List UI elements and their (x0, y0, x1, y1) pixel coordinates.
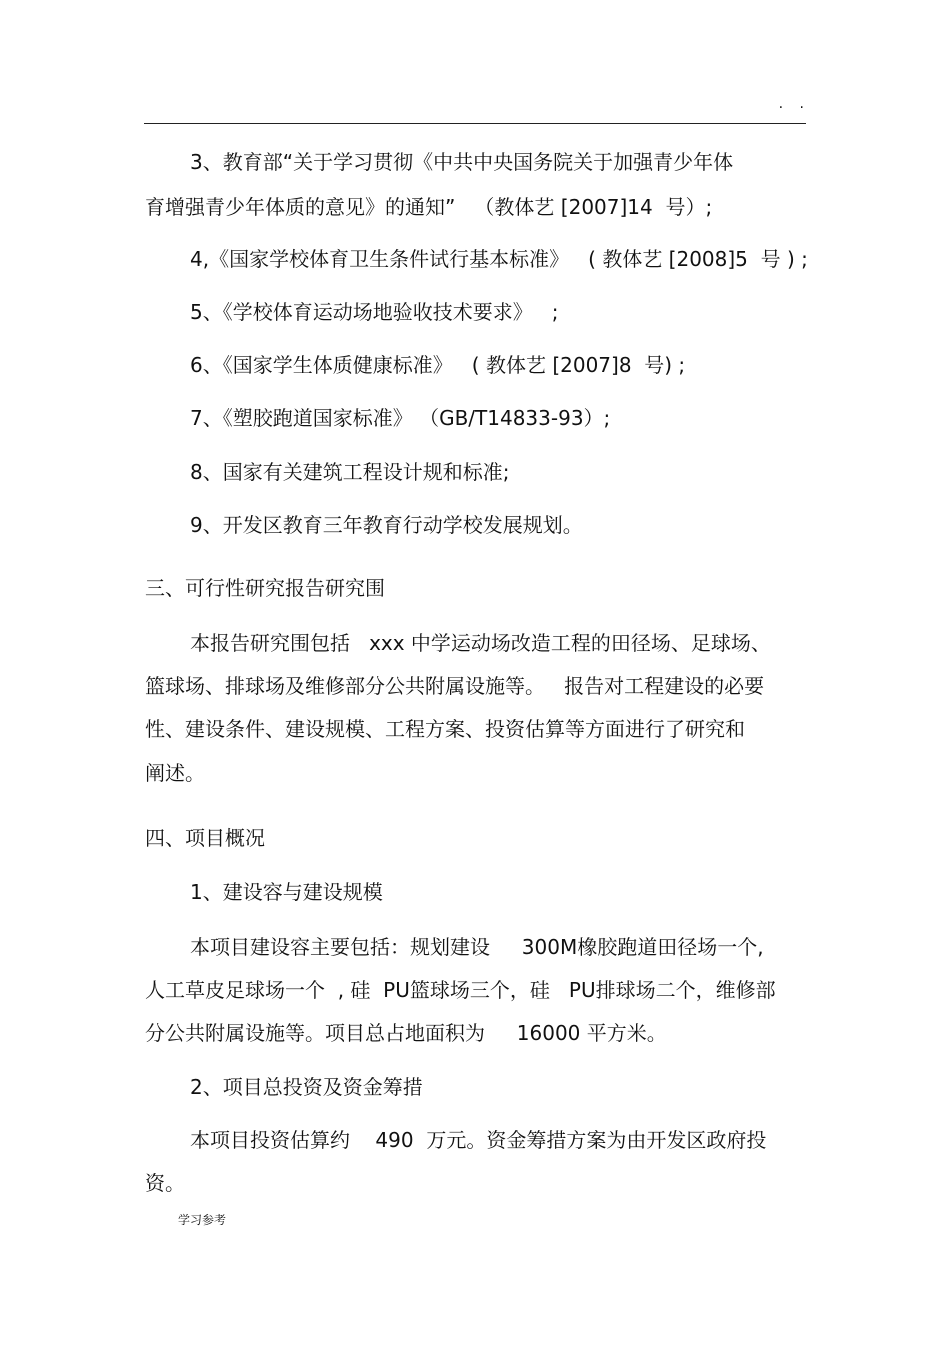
list-item-3-line-2: 育增强青少年体质的意见》的通知” （教体艺 [2007]14 号）; (145, 195, 713, 219)
header-rule (144, 123, 806, 124)
list-item-9: 9、开发区教育三年教育行动学校发展规划。 (190, 513, 583, 537)
content-paragraph-line-2: 人工草皮足球场一个 , 硅 PU篮球场三个，硅 PU排球场二个，维修部 (145, 978, 776, 1002)
list-item-4: 4,《国家学校体育卫生条件试行基本标准》 ( 教体艺 [2008]5 号 ) ; (190, 247, 808, 271)
investment-paragraph-line-1: 本项目投资估算约 490 万元。资金筹措方案为由开发区政府投 (190, 1128, 767, 1152)
section-heading-overview: 四、项目概况 (145, 826, 265, 850)
list-item-5: 5、《学校体育运动场地验收技术要求》 ; (190, 300, 559, 324)
list-item-8: 8、国家有关建筑工程设计规和标准; (190, 460, 510, 484)
subheading-content-scale: 1、建设容与建设规模 (190, 880, 383, 904)
scope-paragraph-line-4: 阐述。 (145, 761, 205, 785)
section-heading-scope: 三、可行性研究报告研究围 (145, 576, 385, 600)
scope-paragraph-line-1: 本报告研究围包括 xxx 中学运动场改造工程的田径场、足球场、 (190, 631, 771, 655)
list-item-7: 7、《塑胶跑道国家标准》 （GB/T14833-93）; (190, 406, 611, 430)
content-paragraph-line-3: 分公共附属设施等。项目总占地面积为 16000 平方米。 (145, 1021, 667, 1045)
header-mark: . . (778, 96, 810, 112)
footer-note: 学习参考 (178, 1213, 227, 1227)
list-item-3-line-1: 3、教育部“关于学习贯彻《中共中央国务院关于加强青少年体 (190, 150, 734, 174)
scope-paragraph-line-2: 篮球场、排球场及维修部分公共附属设施等。 报告对工程建设的必要 (145, 674, 765, 698)
investment-paragraph-line-2: 资。 (145, 1171, 185, 1195)
content-paragraph-line-1: 本项目建设容主要包括：规划建设 300M橡胶跑道田径场一个, (190, 935, 764, 959)
list-item-6: 6、《国家学生体质健康标准》 ( 教体艺 [2007]8 号) ; (190, 353, 686, 377)
scope-paragraph-line-3: 性、建设条件、建设规模、工程方案、投资估算等方面进行了研究和 (145, 717, 745, 741)
subheading-investment: 2、项目总投资及资金筹措 (190, 1075, 423, 1099)
